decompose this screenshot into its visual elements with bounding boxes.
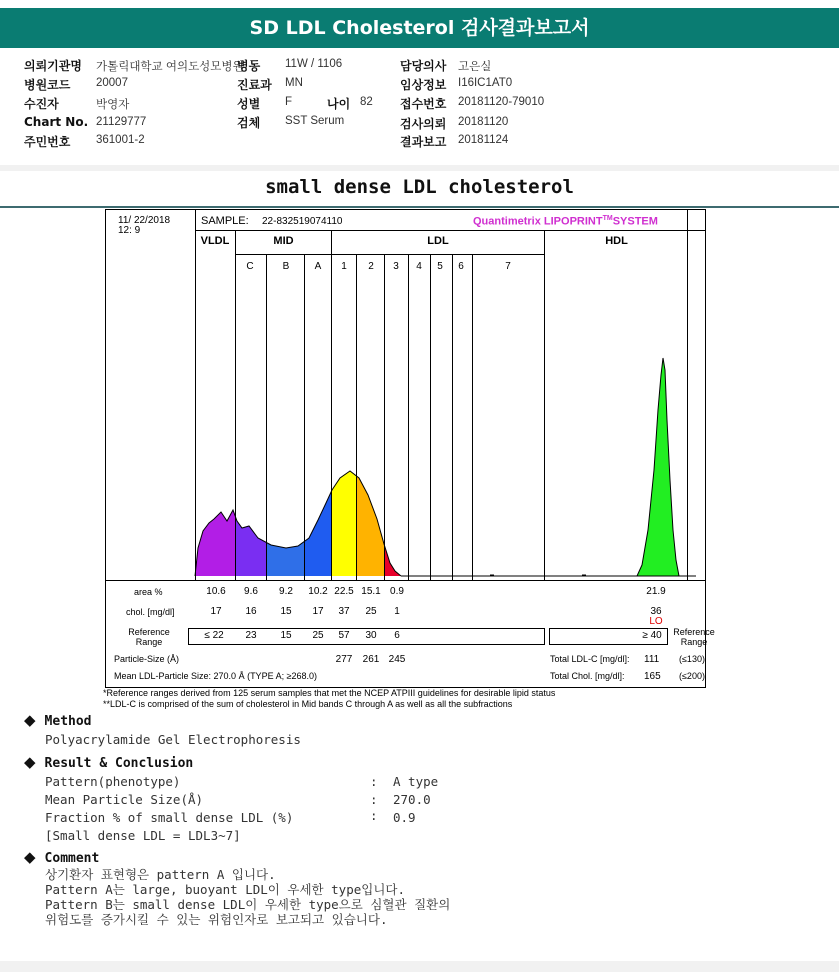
comment-line-2: Pattern A는 large, buoyant LDL이 우세한 type입니다. (45, 882, 405, 897)
footnote-1: *Reference ranges derived from 125 serum samples that met the NCEP ATPIII guidelines for desirable lipid status (103, 688, 556, 698)
doctor-value: 고은실 (458, 61, 492, 73)
method-heading: ◆ Method (24, 711, 92, 729)
ref-ldl3: 6 (394, 630, 400, 641)
mean-particle-size: Mean LDL-Particle Size: 270.0 Å (TYPE A; ≥268.0) (114, 671, 318, 681)
id-no-label: 주민번호 (24, 135, 71, 149)
ref-vldl: ≤ 22 (204, 630, 224, 641)
report-body (0, 171, 839, 961)
hdl-right-boundary (687, 230, 688, 580)
institution-label: 의뢰기관명 (24, 59, 82, 73)
result-fraction-colon: : (370, 808, 378, 823)
chol-hdl-flag: LO (649, 616, 663, 627)
institution-value: 가톨릭대학교 여의도성모병원 (96, 61, 244, 73)
department-label: 진료과 (237, 78, 272, 92)
mid-c-fill (236, 460, 267, 580)
receipt-no-label: 접수번호 (400, 97, 447, 111)
band-label-b: B (282, 261, 290, 272)
total-chol-value: 165 (644, 671, 661, 682)
report-date-value: 20181124 (458, 134, 509, 146)
comment-line-3: Pattern B는 small dense LDL이 우세한 type으로 심혈관 질환의 (45, 897, 451, 912)
result-heading: ◆ Result & Conclusion (24, 753, 194, 771)
lipoprint-brand: Quantimetrix LIPOPRINT™SYSTEM (473, 215, 658, 228)
comment-line-1: 상기환자 표현형은 pattern A 입니다. (45, 867, 276, 882)
ldl3-fill (385, 460, 409, 580)
report-date-label: 결과보고 (400, 135, 447, 149)
result-fraction-label: Fraction % of small dense LDL (%) (45, 810, 294, 825)
ldl-subheader-line (332, 254, 544, 255)
band-label-3: 3 (393, 261, 399, 272)
ref-hdl: ≥ 40 (642, 630, 662, 641)
result-size-label: Mean Particle Size(Å) (45, 792, 204, 807)
receipt-no-value: 20181120-79010 (458, 96, 545, 108)
ldl2-fill (357, 460, 385, 580)
band-label-c: C (246, 261, 254, 272)
band-label-5: 5 (437, 261, 443, 272)
group-mid: MID (273, 235, 294, 247)
total-chol-ref: (≤200) (679, 671, 705, 681)
diamond-bullet-icon: ◆ (24, 848, 36, 866)
group-hdl: HDL (605, 235, 628, 247)
age-label: 나이 (327, 97, 351, 111)
chol-ldl1: 37 (338, 606, 350, 617)
lipoprint-panel (105, 209, 715, 688)
patient-info-panel (0, 50, 839, 166)
ref-ldl1: 57 (338, 630, 350, 641)
particle-size-ldl3: 245 (388, 654, 406, 665)
hospital-code-value: 20007 (96, 77, 128, 89)
area-label: area % (134, 587, 163, 597)
report-title: SD LDL Cholesterol 검사결과보고서 (0, 8, 839, 48)
result-pattern-value: A type (393, 774, 439, 789)
table-top-line (106, 580, 705, 581)
particle-size-ldl2: 261 (362, 654, 380, 665)
particle-size-ldl1: 277 (335, 654, 353, 665)
request-date-label: 검사의뢰 (400, 117, 447, 131)
result-size-colon: : (370, 792, 378, 807)
result-fraction-value: 0.9 (393, 810, 416, 825)
specimen-label: 검체 (237, 116, 261, 130)
chol-vldl: 17 (210, 606, 222, 617)
area-hdl: 21.9 (646, 586, 666, 597)
clinical-info-value: I16IC1AT0 (458, 77, 513, 89)
examinee-value: 박영자 (96, 99, 130, 111)
result-pattern-label: Pattern(phenotype) (45, 774, 181, 789)
vldl-left-boundary (195, 230, 196, 580)
band-boundary-1-2 (356, 254, 357, 580)
chol-ldl3: 1 (394, 606, 400, 617)
footnote-2: **LDL-C is comprised of the sum of cholesterol in Mid bands C through A as well as all the subfractions (103, 699, 513, 709)
band-boundary-5-6 (452, 254, 453, 580)
ward-value: 11W / 1106 (285, 58, 343, 70)
examinee-label: 수진자 (24, 97, 59, 111)
chol-mid-a: 17 (312, 606, 324, 617)
ldl-hdl-boundary (544, 230, 545, 580)
area-ldl1: 22.5 (334, 586, 354, 597)
ref-mid-b: 15 (280, 630, 292, 641)
band-label-a: A (314, 261, 322, 272)
ldl1-fill (332, 460, 357, 580)
sex-label: 성별 (237, 97, 261, 111)
sample-id: 22-832519074110 (262, 216, 343, 227)
reference-range-label: Reference Range (128, 627, 170, 647)
band-boundary-6-7 (472, 254, 473, 580)
band-label-7: 7 (505, 261, 511, 272)
sex-value: F (285, 96, 293, 108)
total-chol-label: Total Chol. [mg/dl]: (550, 671, 625, 681)
id-no-value: 361001-2 (96, 134, 145, 146)
area-mid-c: 9.6 (244, 586, 258, 597)
chart-no-value: 21129777 (96, 116, 147, 128)
result-pattern-colon: : (370, 774, 378, 789)
section-title: small dense LDL cholesterol (265, 176, 574, 198)
result-size-value: 270.0 (393, 792, 431, 807)
ref-ldl2: 30 (365, 630, 377, 641)
area-mid-a: 10.2 (308, 586, 328, 597)
chol-hdl: 36 (650, 606, 662, 617)
mid-b-fill (267, 460, 305, 580)
band-boundary-4-5 (430, 254, 431, 580)
test-date: 11/ 22/2018 (118, 215, 171, 226)
area-vldl: 10.6 (206, 586, 226, 597)
diamond-bullet-icon: ◆ (24, 753, 36, 771)
band-boundary-c-b (266, 254, 267, 580)
total-ldlc-ref: (≤130) (679, 654, 705, 664)
band-boundary-2-3 (384, 254, 385, 580)
ref-mid-c: 23 (245, 630, 257, 641)
chol-mid-c: 16 (245, 606, 257, 617)
bottom-margin (0, 961, 839, 972)
hdl-peak (637, 358, 679, 576)
reference-range-right-label: Reference Range (673, 627, 715, 647)
ward-label: 병동 (237, 59, 261, 73)
ref-mid-a: 25 (312, 630, 324, 641)
vldl-fill (195, 460, 236, 580)
band-label-6: 6 (458, 261, 464, 272)
mid-ldl-boundary (331, 230, 332, 580)
comment-line-4: 위험도를 증가시킬 수 있는 위험인자로 보고되고 있습니다. (45, 912, 388, 927)
mid-subheader-line (236, 254, 331, 255)
total-ldlc-value: 111 (644, 654, 660, 665)
group-ldl: LDL (427, 235, 449, 247)
chol-ldl2: 25 (365, 606, 377, 617)
chol-label: chol. [mg/dl] (126, 607, 175, 617)
result-note: [Small dense LDL = LDL3~7] (45, 828, 241, 843)
area-ldl2: 15.1 (361, 586, 381, 597)
total-ldlc-label: Total LDL-C [mg/dl]: (550, 654, 630, 664)
sample-label: SAMPLE: (201, 215, 249, 227)
age-value: 82 (360, 96, 373, 108)
section-divider (0, 206, 839, 208)
band-label-4: 4 (416, 261, 422, 272)
chol-mid-b: 15 (280, 606, 292, 617)
particle-size-label: Particle-Size (Å) (114, 654, 180, 664)
department-value: MN (285, 77, 303, 89)
doctor-label: 담당의사 (400, 59, 447, 73)
area-ldl3: 0.9 (390, 586, 404, 597)
diamond-bullet-icon: ◆ (24, 711, 36, 729)
specimen-value: SST Serum (285, 115, 345, 127)
hospital-code-label: 병원코드 (24, 78, 71, 92)
band-label-2: 2 (368, 261, 374, 272)
request-date-value: 20181120 (458, 116, 509, 128)
vldl-mid-boundary (235, 230, 236, 580)
method-text: Polyacrylamide Gel Electrophoresis (45, 732, 301, 747)
chart-no-label: Chart No. (24, 115, 89, 129)
group-vldl: VLDL (200, 235, 230, 247)
band-label-1: 1 (341, 261, 347, 272)
area-mid-b: 9.2 (279, 586, 293, 597)
comment-heading: ◆ Comment (24, 848, 100, 866)
band-boundary-3-4 (408, 254, 409, 580)
band-boundary-b-a (304, 254, 305, 580)
clinical-info-label: 임상정보 (400, 78, 447, 92)
test-time: 12: 9 (118, 225, 141, 236)
